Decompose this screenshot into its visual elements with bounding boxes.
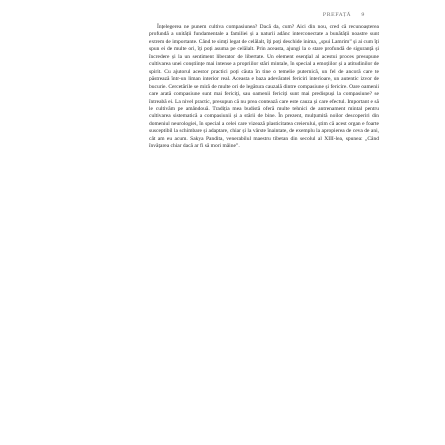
page-number: 9	[361, 12, 365, 18]
body-text	[149, 24, 379, 151]
running-head	[323, 12, 365, 18]
running-head-title: PREFAȚĂ	[322, 12, 352, 18]
paragraph: Înțelegerea ne punem cultiva compasiunea? Dacă da, cum? Aici din nou, cred că recunoașterea profundă a unității fundamentale a familiei și a naturii adânc interconectate a bunătății noastre sunt extrem de importante. Când te simți legat de celălalt, îți poți deschide inima, „spui Lamrim” și ai cum îți spun ei de multe ori, îți poți asuma pe celălalt. Prin aceasta, ajungi la o stare profundă de siguranță și încredere și la un sentiment liberator de libertate. Un element esențial al acestui proces presupune cultivarea unei conștiințe mai intense a propriilor stări mintale, în special a emoțiilor și a atitudinilor de spirit. Cu ajutorul acestor practici poți căuta în tine o temelie puternică, un fel de ancoră care te păstrează într-un liman interior real. Aceasta e baza adevăratei fericiri interioare, un autentic izvor de bucurie. Cercetările se miră de multe ori de legătura cauzală dintre compasiune și fericire. Oare oamenii care arată compasiune sunt mai fericiți, sau oamenii fericiți sunt mai predispuși la compasiune? se întreabă ei. La nivel practic, presupun că nu prea contează care este cauza și care efectul. Important e să le cultivăm pe amândouă. Tradiția mea budistă oferă multe tehnici de antrenament mintal pentru cultivarea sistematică a compasiunii și a stării de bine. În prezent, mulțumită noilor descoperiri din domeniul neurologiei, în special a celei care vizează plasticitatea creierului, știm că acest organ e foarte susceptibil la schimbare și adaptare, chiar și la vârste înaintate, de exemplu la apropierea de ceva de ani, cât am eu acum. Sakya Pandita, venerabilul maestru tibetan din secolul al XIII-lea, spunea: „Când învățarea chiar dacă ar fi să mori mâine”.	[149, 24, 379, 150]
